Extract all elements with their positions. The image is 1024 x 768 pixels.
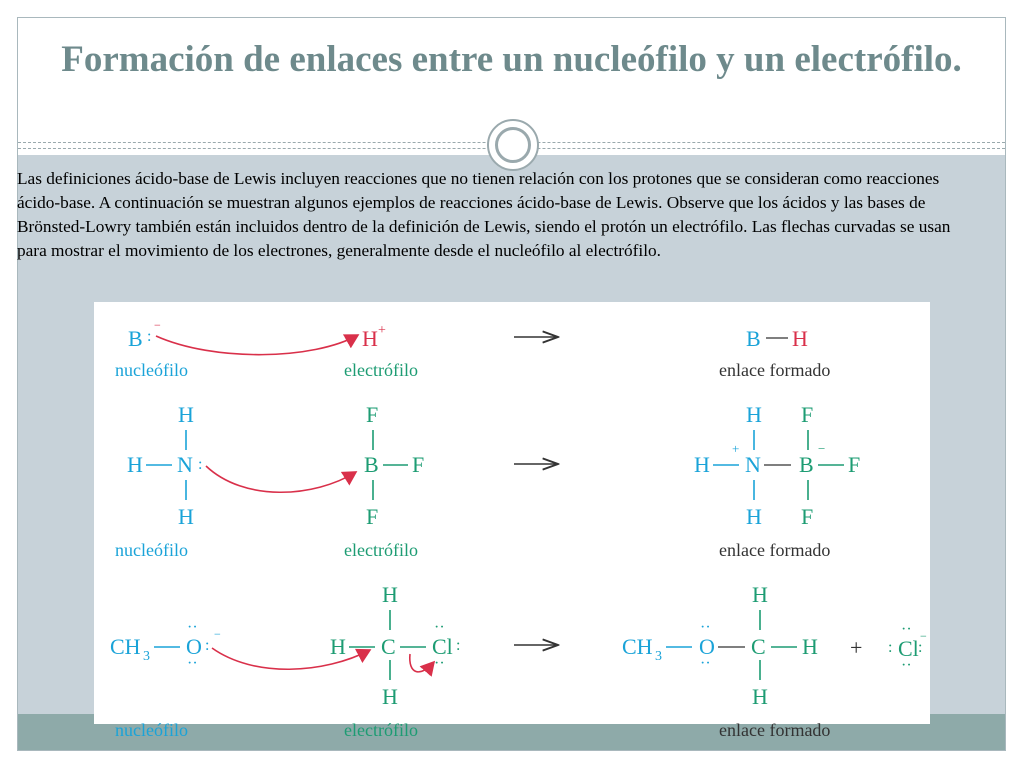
lone-pair: : [456,637,461,654]
atom-ch: CH [110,634,141,659]
atom-b: B [128,326,143,351]
reaction-row-1 [115,318,830,380]
label-bond-formed: enlace formado [719,360,831,380]
atom-c: C [751,634,766,659]
curved-arrow [156,335,358,355]
lone-pair-bottom: ·· [901,657,912,674]
atom-f: F [366,402,379,427]
atom-f: F [801,402,814,427]
atom-b: B [364,452,379,477]
subscript-3: 3 [655,649,662,664]
atom-c: C [381,634,396,659]
atom-h: H [746,402,762,427]
curved-arrow [206,466,356,492]
atom-h: H [382,582,398,607]
atom-b: B [799,452,814,477]
atom-h: H [694,452,710,477]
atom-f: F [848,452,861,477]
lone-pair-bottom: ·· [187,655,198,672]
lone-pair-bottom: ·· [434,655,445,672]
circle-ornament-icon [487,119,539,171]
atom-h: H [127,452,143,477]
lone-pair-top: ·· [700,619,711,636]
label-nucleophile: nucleófilo [115,720,188,740]
atom-cl: Cl [898,636,919,661]
lone-pair-bottom: ·· [700,655,711,672]
lone-pair: : [888,639,893,656]
label-bond-formed: enlace formado [719,540,831,560]
charge-minus: − [214,627,221,641]
body-paragraph: Las definiciones ácido-base de Lewis incluyen reacciones que no tienen relación con los protones que se consideran como reacciones ácido-base. A continuación se muestran algunos ejemplos de reacciones ácido-base de Lewis. Observe que los ácidos y las bases de Brönsted-Lowry también están incluidos dentro de la definición de Lewis, siendo el protón un electrófilo. Las flechas curvadas se usan para mostrar el movimiento de los electrones, generalmente desde el nucleófilo al electrófilo. [17,169,951,260]
atom-o: O [186,634,202,659]
reaction-row-2 [115,402,860,560]
charge-minus: − [818,441,826,456]
reaction-figure [94,302,930,740]
label-electrophile: electrófilo [344,720,418,740]
atom-h: H [752,684,768,709]
label-electrophile: electrófilo [344,540,418,560]
atom-ch: CH [622,634,653,659]
charge-minus: − [154,318,161,332]
lone-pair-top: ·· [434,619,445,636]
atom-f: F [412,452,425,477]
atom-n: N [177,452,193,477]
lone-pair: : [205,637,210,654]
atom-h: H [746,504,762,529]
lone-pair: : [198,456,203,473]
atom-cl: Cl [432,634,453,659]
label-electrophile: electrófilo [344,360,418,380]
atom-h: H [178,402,194,427]
atom-f: F [366,504,379,529]
curved-arrow [410,654,434,672]
curved-arrow [212,648,370,669]
slide-title: Formación de enlaces entre un nucleófilo y un electrófilo. [61,39,962,80]
atom-h: H [802,634,818,659]
lone-pair: : [918,639,923,656]
charge-minus: − [920,629,927,643]
plus-sign: + [850,635,863,660]
lone-pair-top: ·· [187,619,198,636]
atom-n: N [745,452,761,477]
reaction-row-3 [110,582,927,740]
atom-h: H [178,504,194,529]
subscript-3: 3 [143,649,150,664]
atom-h: H [382,684,398,709]
charge-plus: + [732,441,740,456]
label-bond-formed: enlace formado [719,720,831,740]
atom-h-plus: H [362,326,378,351]
label-nucleophile: nucleófilo [115,360,188,380]
atom-h: H [330,634,346,659]
product-h: H [792,326,808,351]
label-nucleophile: nucleófilo [115,540,188,560]
atom-h: H [752,582,768,607]
atom-o: O [699,634,715,659]
charge-plus: + [378,323,386,338]
reaction-diagram [94,302,930,740]
product-b: B [746,326,761,351]
lone-pair: : [147,328,152,345]
atom-f: F [801,504,814,529]
lone-pair-top: ·· [901,621,912,638]
